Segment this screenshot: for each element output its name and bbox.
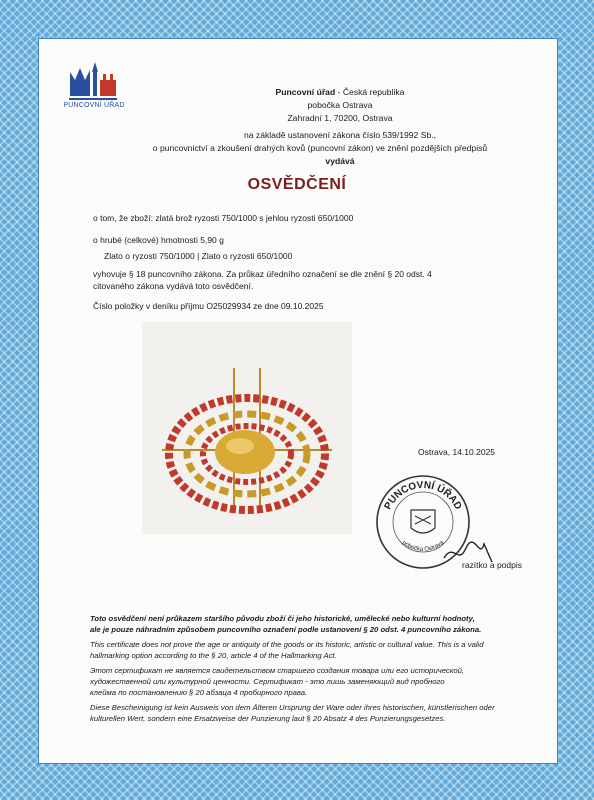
- place-and-date: Ostrava, 14.10.2025: [418, 447, 496, 457]
- item-number-line: Číslo položky v deníku příjmu O25029934 ze dne 09.10.2025: [93, 301, 324, 311]
- law-line-2: citovaného zákona vydává toto osvědčení.: [93, 281, 254, 291]
- stamp-bottom-text: pobočka Ostrava: [400, 539, 446, 553]
- branch-line: pobočka Ostrava: [307, 100, 373, 110]
- footer-de-line-2: kulturellen Wert, sondern eine Ersatzweise der Punzierung laut § 20 Absatz 4 des Punzierungsgesetzes.: [90, 714, 446, 723]
- issues-line: vydává: [325, 156, 355, 166]
- legal-basis-line-1: na základě ustanovení zákona číslo 539/1992 Sb.,: [243, 130, 437, 140]
- stamp-top-text: PUNCOVNÍ ÚŘAD: [382, 479, 464, 512]
- item-description: o tom, že zboží: zlatá brož ryzosti 750/1000 s jehlou ryzosti 650/1000: [93, 213, 354, 223]
- footer-ru-line-3: клейма по постановлению § 20 абзаца 4 пробирного права.: [90, 688, 308, 697]
- svg-text:PUNCOVNÍ ÚŘAD: [383, 479, 464, 511]
- weight-line: o hrubé (celkové) hmotnosti 5,90 g: [93, 235, 224, 245]
- brooch-image: [142, 322, 352, 534]
- office-name: Puncovní úřad: [275, 87, 336, 97]
- footer-en-line-2: hallmarking option according to the § 20, article 4 of the Hallmarking Act.: [90, 651, 337, 660]
- footer-ru-line-1: Этот сертификат не является свидетельством старшего создания товара или его исторической,: [90, 666, 465, 675]
- footer-ru-line-2: художественной или культурной ценности. Сертификат - это лишь заменяющий вид пробного: [90, 677, 445, 686]
- legal-basis-line-2: o puncovnictví a zkoušení drahých kovů (puncovní zákon) ve znění pozdějších předpisů: [152, 143, 488, 153]
- law-line-1: vyhovuje § 18 puncovního zákona. Za průkaz úředního označení se dle znění § 20 odst. 4: [93, 269, 432, 279]
- certificate-title: OSVĚDČENÍ: [247, 176, 347, 193]
- footer-cz-line-1: Toto osvědčení není průkazem staršího původu zboží či jeho historické, umělecké nebo kulturní hodnoty,: [90, 614, 475, 623]
- office-line: [150, 86, 530, 99]
- svg-text:pobočka Ostrava: [401, 540, 446, 553]
- office-country: - Česká republika: [335, 87, 405, 97]
- item-photo: [142, 322, 352, 534]
- footer-cz-line-2: ale je pouze náhradním způsobem puncovního označení podle ustanovení § 20 odst. 4 puncovního zákona.: [90, 625, 482, 634]
- footer-de-line-1: Diese Bescheinigung ist kein Ausweis von dem Älteren Ursprung der Ware oder ihres historischen, künstlerischen oder: [90, 703, 495, 712]
- fineness-line: Zlato o ryzosti 750/1000 | Zlato o ryzosti 650/1000: [104, 251, 293, 261]
- logo-caption: PUNCOVNÍ ÚŘAD: [63, 102, 125, 109]
- stamp-signature-label: razítko a podpis: [462, 560, 523, 570]
- address-line: Zahradní 1, 70200, Ostrava: [287, 113, 393, 123]
- footer-en-line-1: This certificate does not prove the age or antiquity of the goods or its historic, artistic or cultural value. This is a valid: [90, 640, 484, 649]
- shield-icon: [411, 510, 435, 533]
